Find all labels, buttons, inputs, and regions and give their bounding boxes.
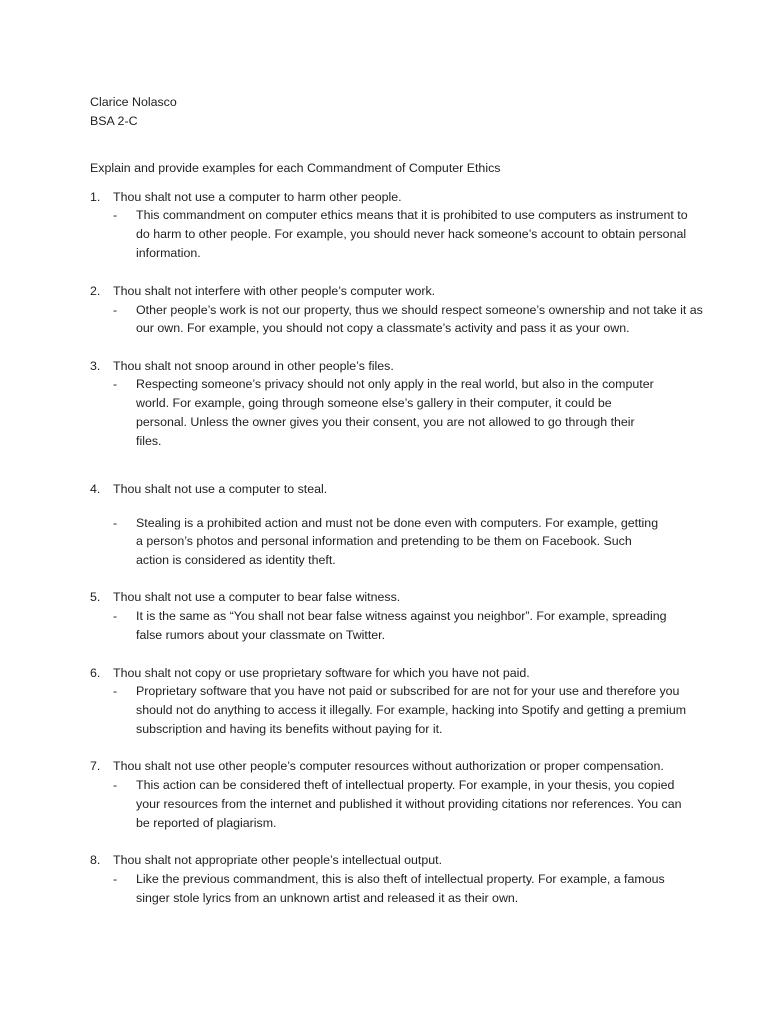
item-number: 3.	[90, 359, 101, 373]
explanation-line: Like the previous commandment, this is also theft of intellectual property. For example, a famous	[136, 872, 665, 886]
author-name: Clarice Nolasco	[90, 95, 177, 109]
explanation-line: This commandment on computer ethics means that it is prohibited to use computers as instrument to	[136, 208, 688, 222]
explanation-line: Stealing is a prohibited action and must not be done even with computers. For example, getting	[136, 516, 659, 530]
bullet-dash: -	[113, 377, 118, 391]
commandment-title: Thou shalt not interfere with other people’s computer work.	[113, 284, 436, 298]
class-section: BSA 2-C	[90, 114, 138, 128]
explanation-line: files.	[136, 434, 162, 448]
item-number: 1.	[90, 190, 101, 204]
item-number: 2.	[90, 284, 101, 298]
commandment-title: Thou shalt not copy or use proprietary software for which you have not paid.	[113, 666, 530, 680]
bullet-dash: -	[113, 778, 118, 792]
explanation-line: do harm to other people. For example, you should never hack someone’s account to obtain personal	[136, 227, 687, 241]
bullet-dash: -	[113, 303, 118, 317]
explanation-line: should not do anything to access it illegally. For example, hacking into Spotify and getting a premium	[136, 703, 687, 717]
explanation-line: world. For example, going through someone else’s gallery in their computer, it could be	[136, 396, 612, 410]
explanation-line: subscription and having its benefits without paying for it.	[136, 722, 443, 736]
item-number: 7.	[90, 759, 101, 773]
bullet-dash: -	[113, 516, 118, 530]
explanation-line: information.	[136, 246, 201, 260]
explanation-line: our own. For example, you should not copy a classmate’s activity and pass it as your own.	[136, 321, 630, 335]
commandment-title: Thou shalt not use a computer to bear false witness.	[113, 590, 401, 604]
explanation-line: singer stole lyrics from an unknown artist and released it as their own.	[136, 891, 519, 905]
explanation-line: This action can be considered theft of intellectual property. For example, in your thesis, you copied	[136, 778, 675, 792]
instruction-text: Explain and provide examples for each Commandment of Computer Ethics	[90, 161, 501, 175]
commandment-title: Thou shalt not use a computer to steal.	[113, 482, 328, 496]
bullet-dash: -	[113, 609, 118, 623]
explanation-line: personal. Unless the owner gives you their consent, you are not allowed to go through their	[136, 415, 635, 429]
commandment-title: Thou shalt not appropriate other people’s intellectual output.	[113, 853, 443, 867]
bullet-dash: -	[113, 684, 118, 698]
bullet-dash: -	[113, 872, 118, 886]
commandment-title: Thou shalt not snoop around in other people’s files.	[113, 359, 394, 373]
explanation-line: Other people’s work is not our property, thus we should respect someone’s ownership and not take it as	[136, 303, 703, 317]
item-number: 4.	[90, 482, 101, 496]
explanation-line: action is considered as identity theft.	[136, 553, 336, 567]
explanation-line: be reported of plagiarism.	[136, 816, 277, 830]
explanation-line: Respecting someone’s privacy should not only apply in the real world, but also in the computer	[136, 377, 654, 391]
commandment-title: Thou shalt not use other people’s computer resources without authorization or proper compensation.	[113, 759, 664, 773]
explanation-line: your resources from the internet and published it without providing citations nor references. You can	[136, 797, 682, 811]
explanation-line: a person’s photos and personal information and pretending to be them on Facebook. Such	[136, 534, 632, 548]
explanation-line: It is the same as “You shall not bear false witness against you neighbor”. For example, spreading	[136, 609, 667, 623]
explanation-line: false rumors about your classmate on Twitter.	[136, 628, 386, 642]
commandment-title: Thou shalt not use a computer to harm other people.	[113, 190, 402, 204]
bullet-dash: -	[113, 208, 118, 222]
item-number: 5.	[90, 590, 101, 604]
explanation-line: Proprietary software that you have not paid or subscribed for are not for your use and therefore you	[136, 684, 680, 698]
item-number: 6.	[90, 666, 101, 680]
item-number: 8.	[90, 853, 101, 867]
